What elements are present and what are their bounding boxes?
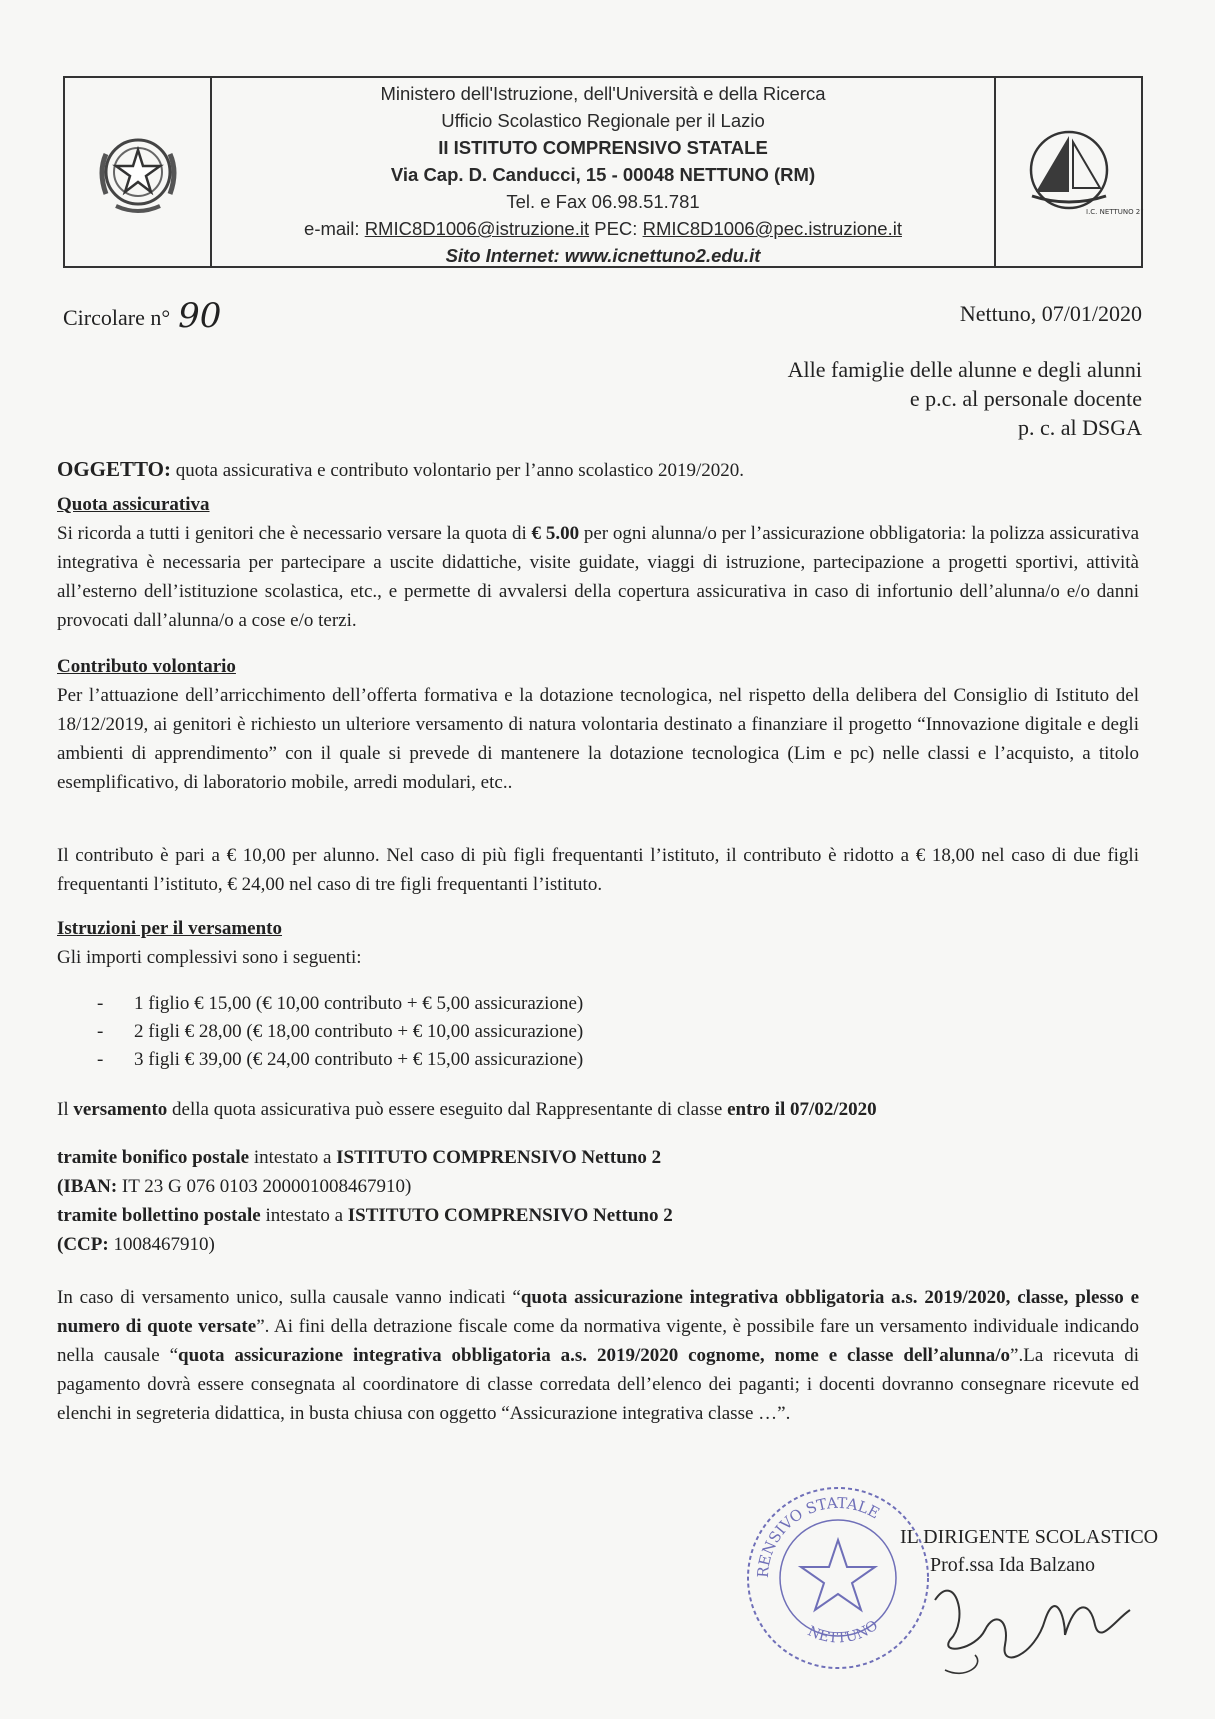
- ccp-value: 1008467910): [108, 1234, 215, 1255]
- deadline-date: entro il 07/02/2020: [727, 1099, 877, 1120]
- list-item: - 2 figli € 28,00 (€ 18,00 contributo + € 10,00 assicurazione): [97, 1018, 1139, 1046]
- final-causale-unico: quota assicurazione integrativa obbligatoria a.s. 2019/2020, classe, plesso e numero di quote versate: [57, 1287, 1140, 1337]
- amounts-list: [57, 990, 1139, 1074]
- final-text-1: In caso di versamento unico, sulla causale vanno indicati “: [57, 1287, 521, 1308]
- signatory-role: IL DIRIGENTE SCOLASTICO: [900, 1526, 1159, 1548]
- quota-text-end: per ogni alunna/o per l’assicurazione obbligatoria: la polizza assicurativa integrativa è necessaria per partecipare a uscite didattiche, visite guidate, viaggi di istruzione, partecipazione a progetti sportivi, attività all’esterno dell’istituzione scolastica, etc., e permette di avvalersi della copertura assicurativa in caso di infortunio dell’alunna/o e/o danni provocati dall’alunna/o a cose e/o terzi.: [57, 523, 1140, 631]
- quota-amount: € 5.00: [531, 523, 580, 544]
- pec-label: PEC:: [589, 218, 643, 239]
- stamp-bottom-text: NETTUNO: [805, 1617, 882, 1647]
- bollettino-beneficiary: ISTITUTO COMPRENSIVO Nettuno 2: [347, 1205, 673, 1226]
- circular-label: Circolare n°: [63, 305, 171, 330]
- email-link[interactable]: RMIC8D1006@istruzione.it: [364, 218, 590, 239]
- section-contributo: [57, 652, 1139, 797]
- final-text-2: ”. Ai fini della detrazione fiscale come da normativa vigente, è possibile fare un versamento individuale indicando nella causale “: [57, 1316, 1139, 1366]
- section-title-quota: Quota assicurativa: [57, 494, 210, 515]
- final-text-3: ”.La ricevuta di pagamento dovrà essere consegnata al coordinatore di classe corredata dell’elenco dei paganti; i docenti dovranno consegnare ricevute ed elenchi in segreteria didattica, in busta chiusa con oggetto “Assicurazione integrativa classe …”.: [57, 1345, 1139, 1424]
- subject-line: [57, 455, 1139, 485]
- recipient-line: Alle famiglie delle alunne e degli alunni: [787, 357, 1142, 382]
- recipient-line: p. c. al DSGA: [1017, 415, 1142, 440]
- document-date: Nettuno, 07/01/2020: [959, 301, 1142, 326]
- regional-office: Ufficio Scolastico Regionale per il Lazio: [441, 110, 765, 131]
- bonifico-line: [57, 1143, 1139, 1172]
- deadline-text-2: della quota assicurativa può essere eseguito dal Rappresentante di classe: [167, 1099, 728, 1120]
- section-istruzioni: [57, 914, 1139, 972]
- school-logo-cell: [994, 78, 1144, 266]
- republic-emblem-cell: [65, 78, 212, 266]
- list-item: - 3 figli € 39,00 (€ 24,00 contributo + € 15,00 assicurazione): [97, 1046, 1139, 1074]
- ccp-line: [57, 1230, 1139, 1259]
- website-link[interactable]: Sito Internet: www.icnettuno2.edu.it: [445, 245, 761, 266]
- subject-text: quota assicurativa e contributo volontario per l’anno scolastico 2019/2020.: [170, 460, 745, 481]
- deadline-bold-versamento: versamento: [73, 1099, 168, 1120]
- pec-link[interactable]: RMIC8D1006@pec.istruzione.it: [642, 218, 902, 239]
- iban-value: IT 23 G 076 0103 200001008467910): [117, 1176, 412, 1197]
- italian-republic-emblem-icon: [88, 124, 188, 220]
- iban-line: [57, 1172, 1139, 1201]
- contributo-amounts-paragraph: Il contributo è pari a € 10,00 per alunno. Nel caso di più figli frequentanti l’istituto, il contributo è ridotto a € 18,00 nel caso di due figli frequentanti l’istituto, € 24,00 nel caso di tre figli frequentanti l’istituto.: [57, 845, 1139, 895]
- letterhead-text: [212, 78, 994, 266]
- istruzioni-intro: Gli importi complessivi sono i seguenti:: [57, 947, 362, 968]
- bollettino-intestato: intestato a: [260, 1205, 348, 1226]
- contributo-paragraph: Per l’attuazione dell’arricchimento dell’offerta formativa e la dotazione tecnologica, nel rispetto della delibera del Consiglio di Istituto del 18/12/2019, ai genitori è richiesto un ulteriore versamento di natura volontaria destinato a finanziare il progetto “Innovazione digitale e degli ambienti di apprendimento” con il quale si prevede di mantenere la dotazione tecnologica (Lim e pc) nelle classi e l’acquisto, a titolo esemplificativo, di laboratorio mobile, arredi modulari, etc..: [57, 685, 1139, 793]
- recipients-block: [788, 355, 1142, 442]
- ccp-label: (CCP:: [57, 1234, 109, 1255]
- contact-emails: [212, 215, 994, 242]
- letterhead: [63, 76, 1143, 268]
- signatory-name: Prof.ssa Ida Balzano: [930, 1554, 1095, 1576]
- email-label: e-mail:: [304, 218, 365, 239]
- list-item: - 1 figlio € 15,00 (€ 10,00 contributo + € 5,00 assicurazione): [97, 990, 1139, 1018]
- subject-label: OGGETTO:: [57, 457, 171, 481]
- section-title-contributo: Contributo volontario: [57, 656, 236, 677]
- payment-methods: [57, 1143, 1139, 1259]
- school-sailboat-logo-icon: [1014, 122, 1144, 222]
- bollettino-label: tramite bollettino postale: [57, 1205, 261, 1226]
- bollettino-line: [57, 1201, 1139, 1230]
- quota-paragraph: [57, 519, 1139, 635]
- final-causale-individuale: quota assicurazione integrativa obbligatoria a.s. 2019/2020 cognome, nome e classe dell’alunna/o: [178, 1345, 1011, 1366]
- contributo-amounts: [57, 841, 1139, 899]
- phone-fax: Tel. e Fax 06.98.51.781: [506, 191, 700, 212]
- school-address: Via Cap. D. Canducci, 15 - 00048 NETTUNO (RM): [390, 164, 816, 185]
- school-name: II ISTITUTO COMPRENSIVO STATALE: [438, 137, 768, 158]
- section-quota: [57, 490, 1139, 635]
- stamp-top-text: RENSIVO STATALE: [753, 1493, 883, 1579]
- section-title-istruzioni: Istruzioni per il versamento: [57, 918, 282, 939]
- bonifico-label: tramite bonifico postale: [57, 1147, 250, 1168]
- bonifico-intestato: intestato a: [249, 1147, 337, 1168]
- bonifico-beneficiary: ISTITUTO COMPRENSIVO Nettuno 2: [336, 1147, 662, 1168]
- final-paragraph: [57, 1283, 1139, 1428]
- ministry-name: Ministero dell'Istruzione, dell'Università e della Ricerca: [380, 83, 826, 104]
- amounts-list-block: [57, 990, 1139, 1074]
- logo-caption: I.C. NETTUNO 2°: [1085, 208, 1144, 216]
- quota-text-start: Si ricorda a tutti i genitori che è necessario versare la quota di: [57, 523, 532, 544]
- circular-handwritten-number: 90: [178, 296, 222, 336]
- iban-label: (IBAN:: [57, 1176, 118, 1197]
- deadline-text-1: Il: [57, 1099, 74, 1120]
- final-paragraph-block: [57, 1283, 1139, 1428]
- deadline-line: [57, 1095, 1139, 1124]
- circular-number: [63, 296, 221, 336]
- recipient-line: e p.c. al personale docente: [909, 386, 1142, 411]
- handwritten-signature-icon: [915, 1560, 1145, 1690]
